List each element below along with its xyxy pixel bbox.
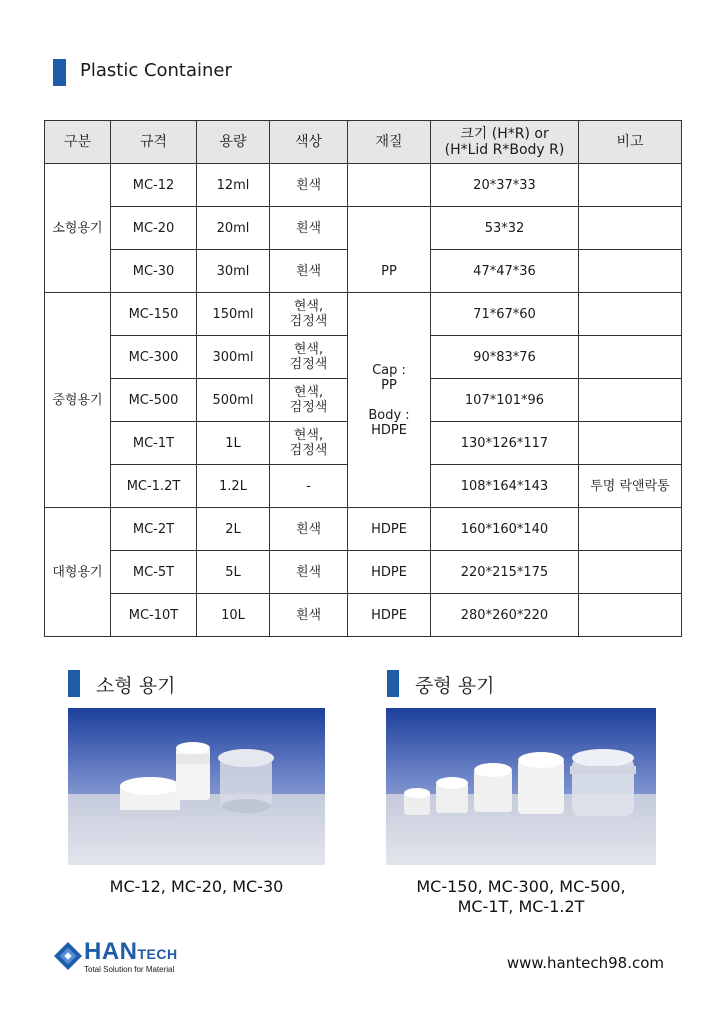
cell-note [579, 551, 682, 594]
cell-spec: MC-150 [111, 293, 197, 336]
header-spec: 규격 [111, 121, 197, 164]
cell-spec: MC-20 [111, 207, 197, 250]
small-containers-photo [68, 708, 325, 865]
cell-material [348, 164, 431, 207]
header-material: 재질 [348, 121, 431, 164]
cell-note [579, 207, 682, 250]
table-header-row [45, 121, 682, 164]
cell-spec: MC-30 [111, 250, 197, 293]
cell-note: 투명 락앤락통 [579, 465, 682, 508]
cell-capacity: 1.2L [197, 465, 270, 508]
medium-containers-photo [386, 708, 656, 865]
medium-section-accent-bar [387, 670, 399, 697]
cell-note [579, 293, 682, 336]
cell-size: 53*32 [431, 207, 579, 250]
brand-main: HAN [84, 938, 138, 965]
cell-capacity: 300ml [197, 336, 270, 379]
cell-color: 흰색 [270, 551, 348, 594]
cell-size: 220*215*175 [431, 551, 579, 594]
small-section-accent-bar [68, 670, 80, 697]
header-category: 구분 [45, 121, 111, 164]
cell-capacity: 2L [197, 508, 270, 551]
cell-note [579, 508, 682, 551]
table-row [45, 293, 682, 336]
page-title: Plastic Container [80, 60, 232, 81]
cell-note [579, 164, 682, 207]
cell-capacity: 500ml [197, 379, 270, 422]
cell-color: 현색, 검정색 [270, 336, 348, 379]
cell-note [579, 422, 682, 465]
cell-capacity: 1L [197, 422, 270, 465]
cell-spec: MC-500 [111, 379, 197, 422]
cell-spec: MC-2T [111, 508, 197, 551]
group-label: 대형용기 [45, 508, 111, 637]
cell-size: 130*126*117 [431, 422, 579, 465]
cell-note [579, 336, 682, 379]
cell-color: - [270, 465, 348, 508]
title-accent-bar [53, 59, 66, 86]
cell-note [579, 379, 682, 422]
cell-material-pp: PP [348, 207, 431, 293]
medium-containers-illustration [386, 708, 656, 865]
cell-color: 현색, 검정색 [270, 293, 348, 336]
cell-color: 흰색 [270, 164, 348, 207]
medium-section-caption: MC-150, MC-300, MC-500, MC-1T, MC-1.2T [416, 877, 626, 916]
cell-color: 흰색 [270, 207, 348, 250]
medium-section-title: 중형 용기 [415, 675, 495, 697]
cell-color: 현색, 검정색 [270, 422, 348, 465]
brand-sub: TECH [137, 946, 178, 962]
cell-capacity: 150ml [197, 293, 270, 336]
cell-capacity: 10L [197, 594, 270, 637]
hantech-logo-icon [54, 942, 82, 970]
cell-note [579, 594, 682, 637]
cell-material: HDPE [348, 508, 431, 551]
table-row [45, 594, 682, 637]
table-row [45, 551, 682, 594]
brand-tagline: Total Solution for Material [84, 965, 175, 974]
cell-capacity: 5L [197, 551, 270, 594]
table-row [45, 508, 682, 551]
group-label: 소형용기 [45, 164, 111, 293]
header-capacity: 용량 [197, 121, 270, 164]
cell-spec: MC-12 [111, 164, 197, 207]
cell-material-cap-body: Cap : PP Body : HDPE [348, 293, 431, 508]
table-row [45, 164, 682, 207]
small-section-title: 소형 용기 [96, 675, 176, 697]
cell-size: 280*260*220 [431, 594, 579, 637]
cell-color: 흰색 [270, 508, 348, 551]
group-label: 중형용기 [45, 293, 111, 508]
brand-name [84, 938, 178, 966]
cell-spec: MC-1.2T [111, 465, 197, 508]
website-url[interactable]: www.hantech98.com [506, 954, 664, 972]
cell-spec: MC-300 [111, 336, 197, 379]
table-row [45, 207, 682, 250]
cell-size: 107*101*96 [431, 379, 579, 422]
small-section-caption: MC-12, MC-20, MC-30 [109, 877, 284, 896]
small-containers-illustration [68, 708, 325, 865]
header-color: 색상 [270, 121, 348, 164]
header-note: 비고 [579, 121, 682, 164]
cell-capacity: 20ml [197, 207, 270, 250]
cell-material: HDPE [348, 551, 431, 594]
cell-size: 108*164*143 [431, 465, 579, 508]
cell-material: HDPE [348, 594, 431, 637]
cell-spec: MC-1T [111, 422, 197, 465]
cell-size: 71*67*60 [431, 293, 579, 336]
header-size: 크기 (H*R) or (H*Lid R*Body R) [431, 121, 579, 164]
cell-spec: MC-10T [111, 594, 197, 637]
cell-color: 현색, 검정색 [270, 379, 348, 422]
cell-capacity: 12ml [197, 164, 270, 207]
cell-size: 20*37*33 [431, 164, 579, 207]
cell-size: 90*83*76 [431, 336, 579, 379]
cell-color: 흰색 [270, 250, 348, 293]
cell-spec: MC-5T [111, 551, 197, 594]
cell-note [579, 250, 682, 293]
cell-color: 흰색 [270, 594, 348, 637]
spec-table [44, 120, 682, 637]
cell-capacity: 30ml [197, 250, 270, 293]
cell-size: 160*160*140 [431, 508, 579, 551]
cell-size: 47*47*36 [431, 250, 579, 293]
